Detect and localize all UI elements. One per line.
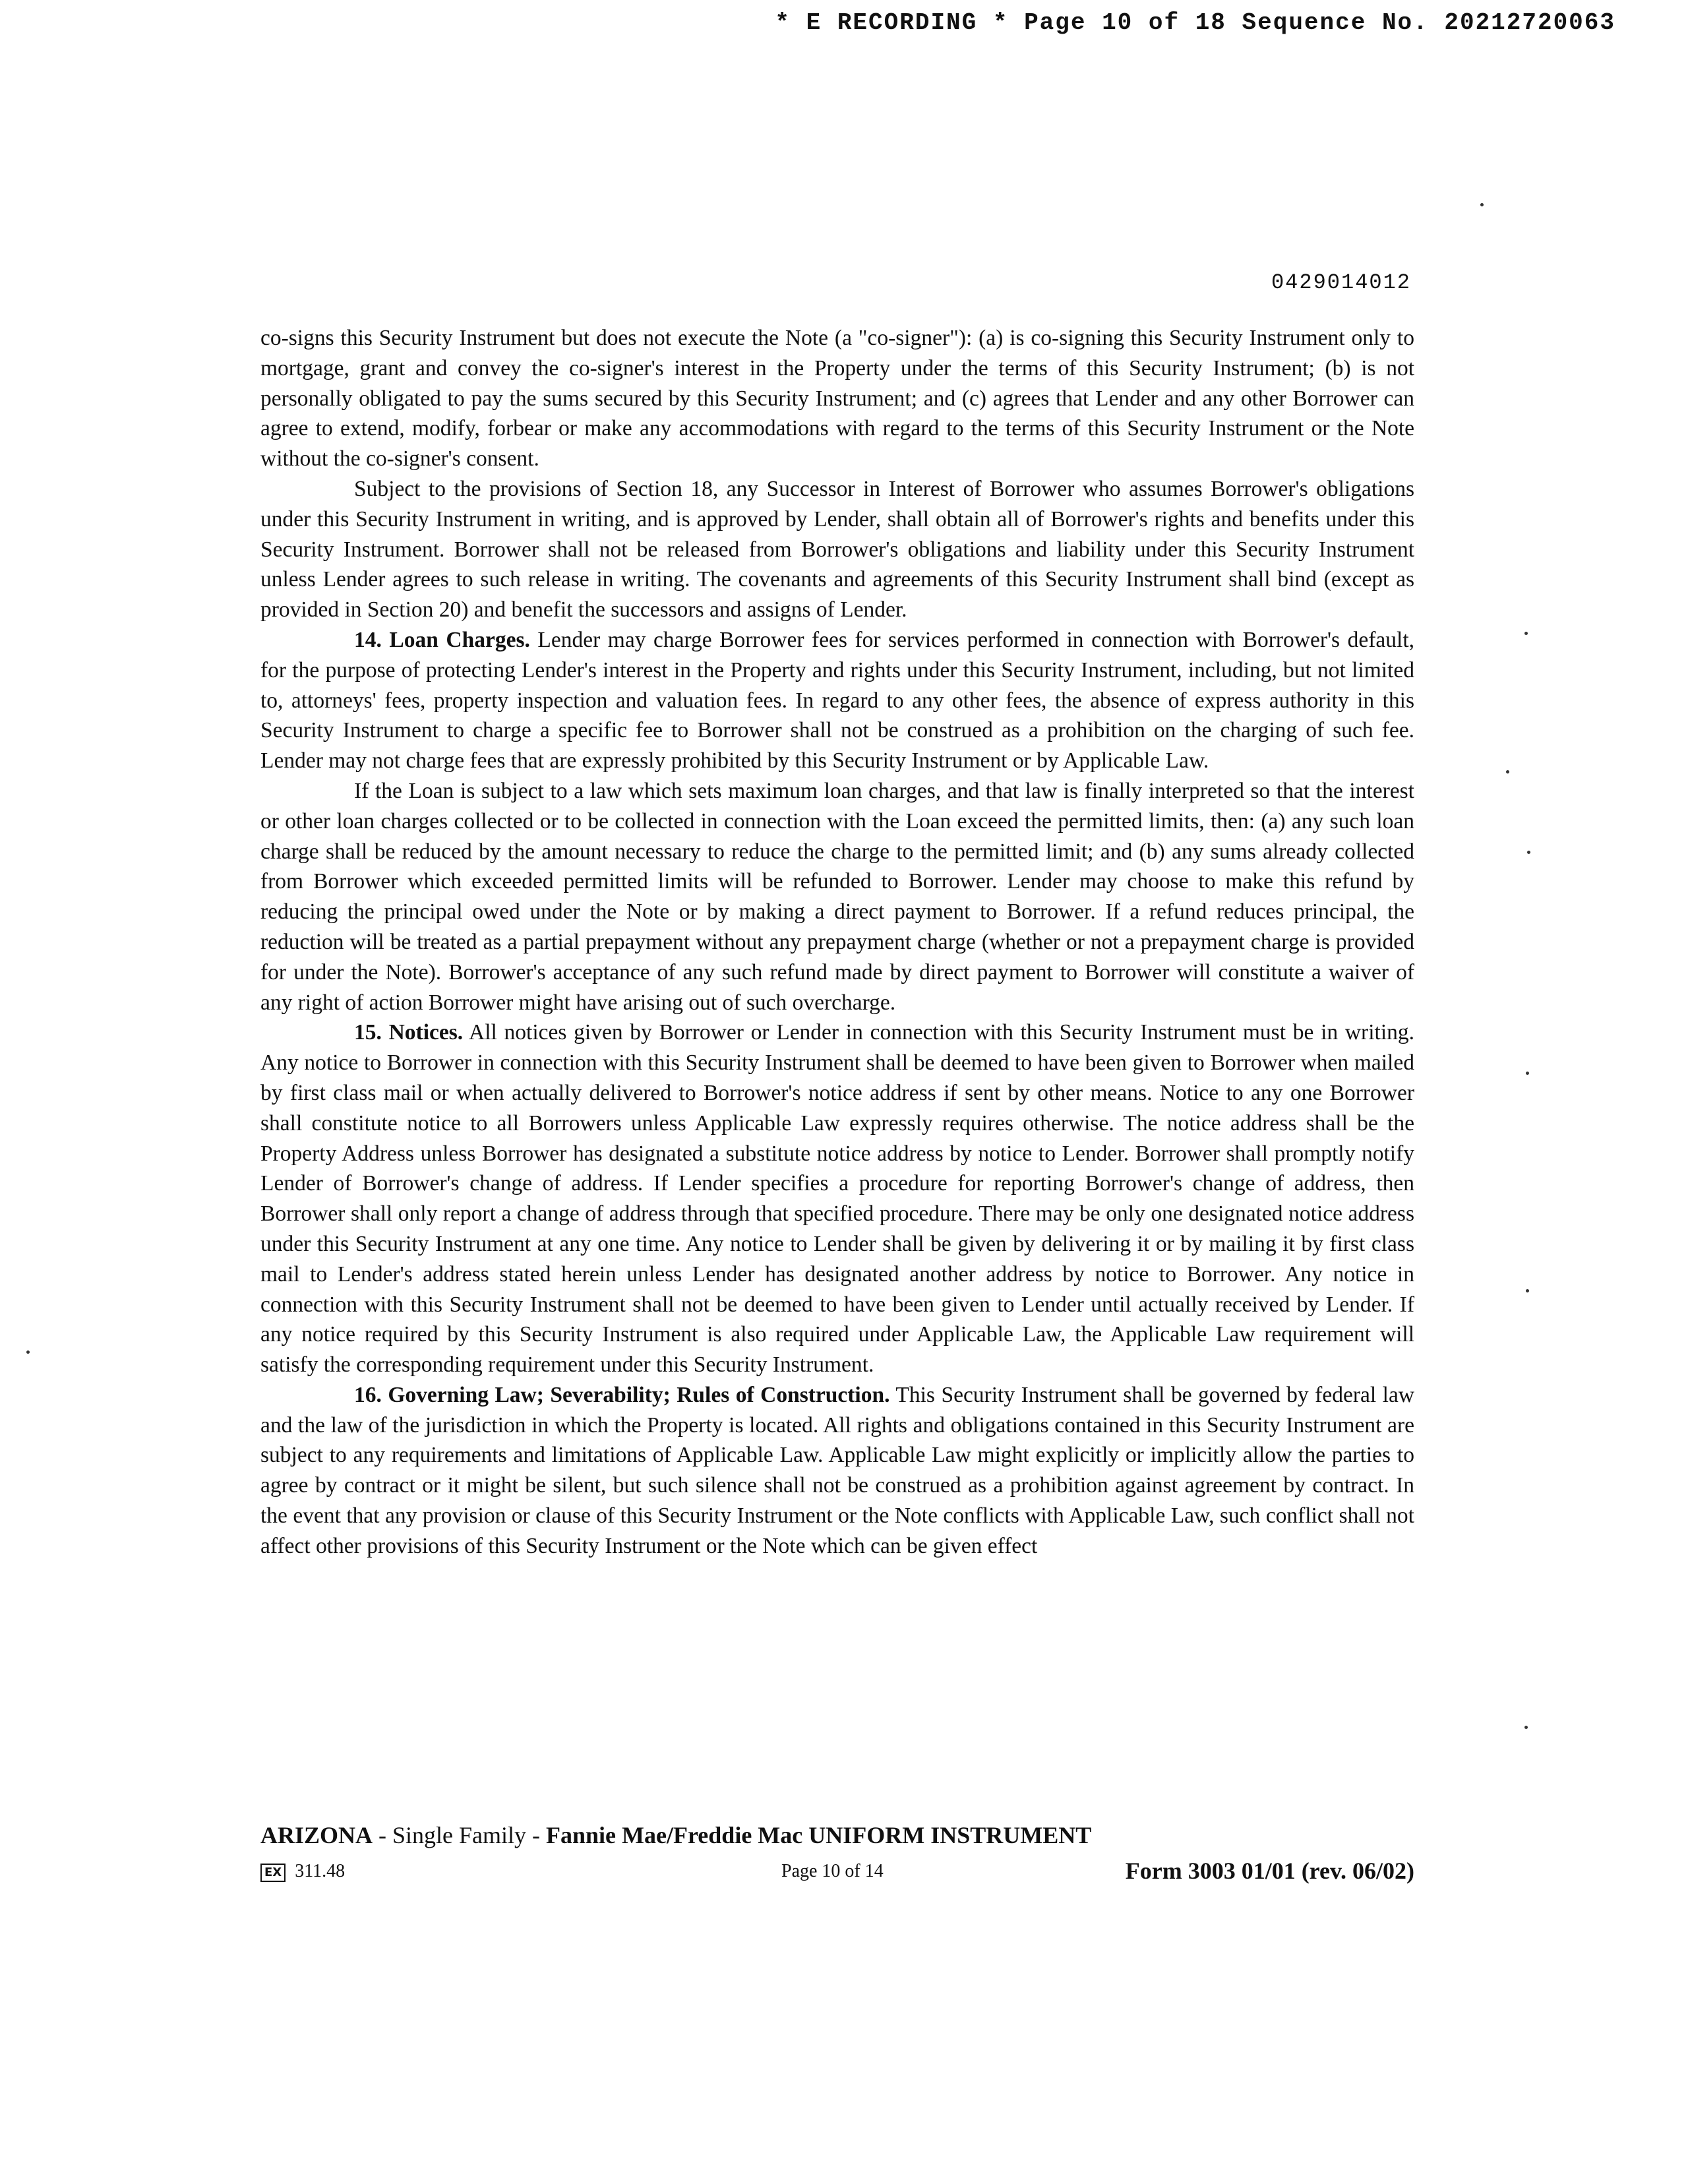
paragraph-text: Subject to the provisions of Section 18, any Successor in Interest of Borrower who assumes Borrower's obligations under this Security Instrument in writing, and is approved by Lender, shall obtain all of Borrower's rights and benefits under this Security Instrument. Borrower shall not be released from Borrower's obligations and liability under this Security Instrument unless Lender agrees to such release in writing. The covenants and agreements of this Security Instrument shall bind (except as provided in Section 20) and benefit the successors and assigns of Lender. (260, 476, 1414, 622)
paragraph-text: This Security Instrument shall be governed by federal law and the law of the jurisdiction in which the Property is located. All rights and obligations contained in this Security Instrument are subject to any requirements and limitations of Applicable Law. Applicable Law might explicitly or implicitly allow the parties to agree by contract or it might be silent, but such silence shall not be construed as a prohibition against agreement by contract. In the event that any provision or clause of this Security Instrument or the Note conflicts with Applicable Law, such conflict shall not affect other provisions of this Security Instrument or the Note which can be given effect (260, 1382, 1415, 1558)
loan-number: 0429014012 (1271, 270, 1411, 295)
footer-separator: - Single Family - (373, 1822, 547, 1848)
section-heading: 14. Loan Charges. (354, 627, 530, 652)
footer-row (260, 1857, 1414, 1886)
recording-stamp: * E RECORDING * Page 10 of 18 Sequence No. 20212720063 (775, 9, 1615, 36)
footer-code (260, 1861, 345, 1882)
scan-speck (26, 1350, 30, 1354)
form-number: Form 3003 01/01 (rev. 06/02) (1125, 1858, 1414, 1884)
paragraph-text: co-signs this Security Instrument but does not execute the Note (a "co-signer"): (a) is co-signing this Security Instrument only to mortgage, grant and convey the co-signer's interest in the Property under the terms of this Security Instrument; (b) is not personally obligated to pay the sums secured by this Security Instrument; and (c) agrees that Lender and any other Borrower can agree to extend, modify, forbear or make any accommodations with regard to the terms of this Security Instrument or the Note without the co-signer's consent. (260, 326, 1414, 471)
scan-speck (1526, 1072, 1529, 1075)
paragraph (260, 323, 1414, 474)
scan-speck (1506, 770, 1509, 774)
footer-state: ARIZONA (260, 1822, 373, 1848)
footer-title (260, 1821, 1091, 1849)
scan-speck (1527, 851, 1530, 854)
paragraph-text: Lender may charge Borrower fees for services performed in connection with Borrower's default, for the purpose of protecting Lender's interest in the Property and rights under this Security Instrument, including, but not limited to, attorneys' fees, property inspection and valuation fees. In regard to any other fees, the absence of express authority in this Security Instrument to charge a specific fee to Borrower shall not be construed as a prohibition on the charging of such fee. Lender may not charge fees that are expressly prohibited by this Security Instrument or by Applicable Law. (260, 627, 1414, 774)
paragraph (260, 625, 1414, 776)
paragraph (260, 1017, 1414, 1380)
scan-speck (1526, 1289, 1529, 1292)
section-heading: 15. Notices. (354, 1020, 464, 1045)
page-number: Page 10 of 14 (781, 1861, 884, 1881)
paragraph (260, 474, 1414, 625)
form-code: 311.48 (295, 1861, 346, 1881)
ex-icon: EX (260, 1864, 286, 1882)
paragraph-text: If the Loan is subject to a law which sets maximum loan charges, and that law is finally interpreted so that the interest or other loan charges collected or to be collected in connection with the Loan exceed the permitted limits, then: (a) any such loan charge shall be reduced by the amount necessary to reduce the charge to the permitted limit; and (b) any sums already collected from Borrower which exceeded permitted limits will be refunded to Borrower. Lender may choose to make this refund by reducing the principal owed under the Note or by making a direct payment to Borrower. If a refund reduces principal, the reduction will be treated as a partial prepayment without any prepayment charge (whether or not a prepayment charge is provided for under the Note). Borrower's acceptance of any such refund made by direct payment to Borrower will constitute a waiver of any right of action Borrower might have arising out of such overcharge. (260, 778, 1414, 1015)
paragraph (260, 776, 1414, 1017)
document-body (260, 323, 1414, 1562)
footer-program: Fannie Mae/Freddie Mac UNIFORM INSTRUMENT (546, 1822, 1092, 1848)
section-heading: 16. Governing Law; Severability; Rules of Construction. (354, 1382, 890, 1407)
scan-speck (1524, 1726, 1528, 1729)
paragraph-text: All notices given by Borrower or Lender in connection with this Security Instrument must be in writing. Any notice to Borrower in connection with this Security Instrument shall be deemed to have been given to Borrower when mailed by first class mail or when actually delivered to Borrower's notice address if sent by other means. Notice to any one Borrower shall constitute notice to all Borrowers unless Applicable Law expressly requires otherwise. The notice address shall be the Property Address unless Borrower has designated a substitute notice address by notice to Lender. Borrower shall promptly notify Lender of Borrower's change of address. If Lender specifies a procedure for reporting Borrower's change of address, then Borrower shall only report a change of address through that specified procedure. There may be only one designated notice address under this Security Instrument at any one time. Any notice to Lender shall be given by delivering it or by mailing it by first class mail to Lender's address stated herein unless Lender has designated another address by notice to Borrower. Any notice in connection with this Security Instrument shall not be deemed to have been given to Lender until actually received by Lender. If any notice required by this Security Instrument is also required under Applicable Law, the Applicable Law requirement will satisfy the corresponding requirement under this Security Instrument. (260, 1020, 1414, 1378)
scan-speck (1480, 203, 1484, 206)
paragraph (260, 1380, 1414, 1562)
scan-speck (1524, 632, 1528, 635)
